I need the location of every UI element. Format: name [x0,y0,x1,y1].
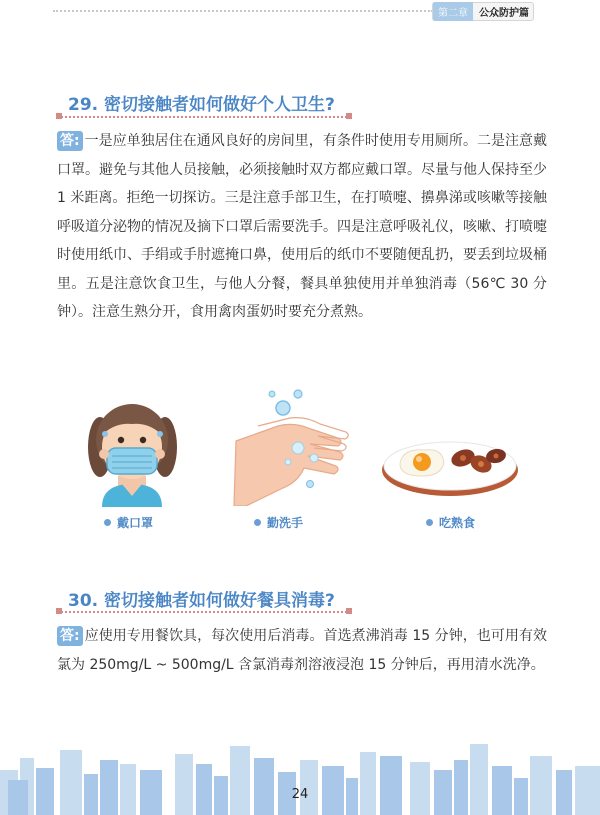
cooked-food-plate-icon [380,430,525,500]
question-29-title: 29. 密切接触者如何做好个人卫生? [68,95,335,115]
bullet-dot [254,519,261,526]
answer-29-text: 一是应单独居住在通风良好的房间里，有条件时使用专用厕所。二是注意戴口罩。避免与其他人员接触，必须接触时双方都应戴口罩。尽量与他人保持至少 1 米距离。拒绝一切探访。三是注意手部卫生，在打喷嚏、擤鼻涕或咳嗽等接触呼吸道分泌物的情况及摘下口罩后需要洗手。四是注意呼吸礼仪，咳嗽、打喷嚏时使用纸巾、手绢或手肘遮掩口鼻，使用后的纸巾不要随便乱扔，要丢到垃圾桶里。五是注意饮食卫生，与他人分餐，餐具单独使用并单独消毒（56℃ 30 分钟）。注意生熟分开，食用禽肉蛋奶时要充分煮熟。 [57,133,547,320]
chapter-label: 第二章 [433,2,473,21]
bullet-dot [426,519,433,526]
chapter-tab [432,2,534,21]
answer-29 [57,127,547,327]
caption-food-label: 吃熟食 [439,516,476,530]
caption-wash [254,514,303,531]
question-30-title: 30. 密切接触者如何做好餐具消毒? [68,591,335,611]
caption-mask [104,514,153,531]
caption-wash-label: 勤洗手 [267,516,304,530]
girl-with-mask-icon [80,392,185,507]
city-skyline-icon [0,740,600,815]
title-underline [58,611,350,613]
answer-30-text: 应使用专用餐饮具，每次使用后消毒。首选煮沸消毒 15 分钟，也可用有效氯为 250mg/L ~ 500mg/L 含氯消毒剂溶液浸泡 15 分钟后，再用清水洗净。 [57,628,547,673]
header-divider [53,10,433,12]
caption-mask-label: 戴口罩 [117,516,154,530]
answer-badge: 答: [57,131,83,151]
answer-30 [57,622,547,679]
answer-badge: 答: [57,626,83,646]
title-underline [58,116,350,118]
page-number: 24 [291,787,309,802]
bullet-dot [104,519,111,526]
hand-washing-icon [228,386,353,506]
chapter-title: 公众防护篇 [479,8,529,19]
caption-food [426,514,475,531]
